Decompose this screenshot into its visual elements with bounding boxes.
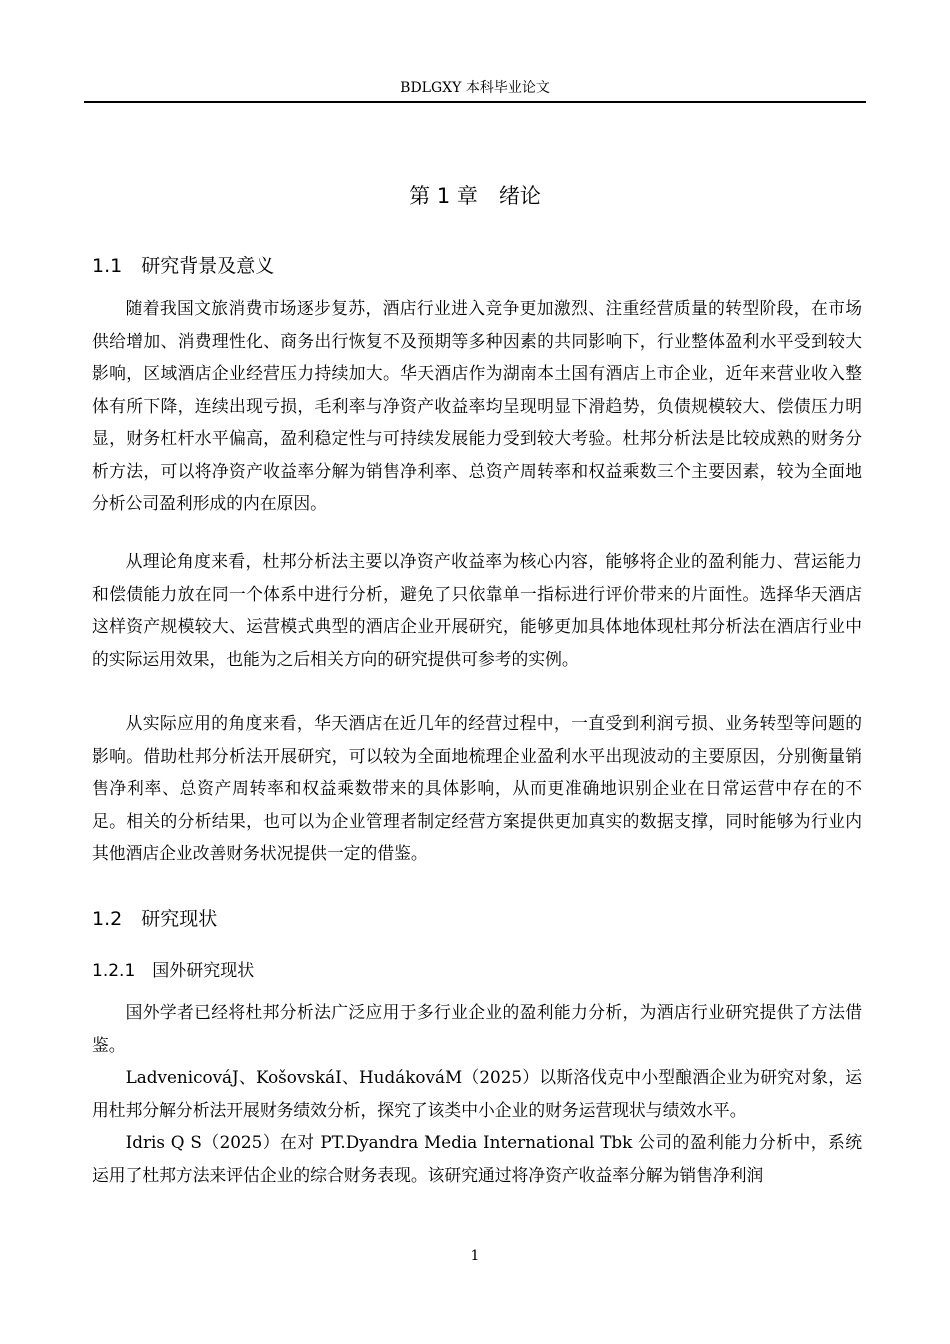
paragraph: Idris Q S（2025）在对 PT.Dyandra Media International Tbk 公司的盈利能力分析中，系统运用了杜邦方法来评估企业的综合财务表现。该研究通过将净资产收益率分解为销售净利润	[92, 1132, 862, 1185]
paragraph: 随着我国文旅消费市场逐步复苏，酒店行业进入竞争更加激烈、注重经营质量的转型阶段，在市场供给增加、消费理性化、商务出行恢复不及预期等多种因素的共同影响下，行业整体盈利水平受到较大影响，区域酒店企业经营压力持续加大。华天酒店作为湖南本土国有酒店上市企业，近年来营业收入整体有所下降，连续出现亏损，毛利率与净资产收益率均呈现明显下滑趋势，负债规模较大、偿债压力明显，财务杠杆水平偏高，盈利稳定性与可持续发展能力受到较大考验。杜邦分析法是比较成熟的财务分析方法，可以将净资产收益率分解为销售净利率、总资产周转率和权益乘数三个主要因素，较为全面地分析公司盈利形成的内在原因。	[92, 298, 862, 513]
running-header: BDLGXY 本科毕业论文	[400, 80, 550, 96]
subsection-heading-1-2-1: 1.2.1 国外研究现状	[92, 961, 255, 981]
paragraph: LadvenicováJ、KošovskáI、HudákováM（2025）以斯洛伐克中小型酿酒企业为研究对象，运用杜邦分解分析法开展财务绩效分析，探究了该类中小企业的财务运营现状与绩效水平。	[92, 1067, 862, 1120]
paragraph: 从实际应用的角度来看，华天酒店在近几年的经营过程中，一直受到利润亏损、业务转型等问题的影响。借助杜邦分析法开展研究，可以较为全面地梳理企业盈利水平出现波动的主要原因，分别衡量销售净利率、总资产周转率和权益乘数带来的具体影响，从而更准确地识别企业在日常运营中存在的不足。相关的分析结果，也可以为企业管理者制定经营方案提供更加真实的数据支撑，同时能够为行业内其他酒店企业改善财务状况提供一定的借鉴。	[92, 713, 862, 863]
section-heading-1-1: 1.1 研究背景及意义	[92, 255, 275, 277]
paragraph: 从理论角度来看，杜邦分析法主要以净资产收益率为核心内容，能够将企业的盈利能力、营运能力和偿债能力放在同一个体系中进行分析，避免了只依靠单一指标进行评价带来的片面性。选择华天酒店这样资产规模较大、运营模式典型的酒店企业开展研究，能够更加具体地体现杜邦分析法在酒店行业中的实际运用效果，也能为之后相关方向的研究提供可参考的实例。	[92, 551, 862, 669]
header-divider	[84, 101, 866, 103]
page-number: 1	[470, 1248, 480, 1264]
paragraph: 国外学者已经将杜邦分析法广泛应用于多行业企业的盈利能力分析，为酒店行业研究提供了方法借鉴。	[92, 1002, 862, 1055]
section-heading-1-2: 1.2 研究现状	[92, 908, 218, 930]
chapter-title: 第 1 章 绪论	[409, 184, 541, 208]
